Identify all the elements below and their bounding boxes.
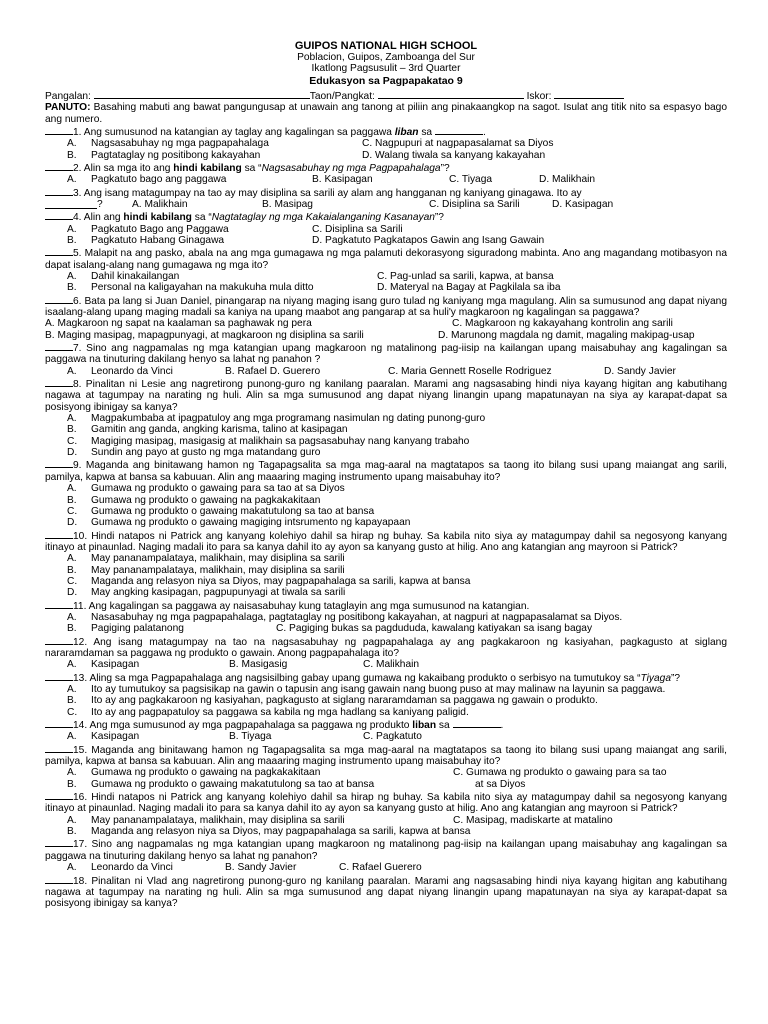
question-text: Alin ang	[81, 212, 124, 224]
choice-letter: B.	[67, 826, 77, 838]
question-emphasis: hindi kabilang	[173, 162, 242, 174]
choice-b: B. Maging masipag, mapagpunyagi, at magkaroon ng disiplina sa sarili	[45, 329, 364, 341]
question-number: 14.	[73, 720, 88, 732]
choice-text: Gumawa ng produkto o gawaing makatutulong sa tao at bansa	[91, 505, 375, 517]
choice-c: C. Pagkatuto	[363, 731, 422, 743]
choice-c	[45, 506, 727, 517]
choice-c: C. Maria Gennett Roselle Rodriguez	[388, 365, 552, 377]
school-address: Poblacion, Guipos, Zamboanga del Sur	[297, 52, 475, 63]
choices-row	[45, 767, 727, 778]
choice-d: D. Walang tiwala sa kanyang kakayahan	[362, 149, 546, 161]
choice-b: Pagtataglay ng positibong kakayahan	[91, 149, 261, 161]
score-field[interactable]	[554, 89, 624, 99]
year-field[interactable]	[378, 89, 524, 99]
question-italic: Nagsasabuhay ng mga Pagpapahalaga	[261, 162, 441, 174]
question-12	[45, 635, 727, 660]
choice-a	[45, 483, 727, 494]
choice-d: D. Malikhain	[539, 174, 596, 186]
choice-text: Ito ay tumutukoy sa pagsisikap na gawin o tapusin ang isang gawain nang buong puso at may malinaw na layunin sa paggawa.	[91, 684, 666, 695]
choice-text: Magpakumbaba at ipagpatuloy ang mga programang nasimulan ng dating punong-guro	[91, 413, 486, 425]
question-text: Hindi natapos ni Patrick ang kanyang kolehiyo dahil sa hirap ng buhay. Sa kabila nito siya ay matagumpay dahil sa negosyong kanyang itinayo at pinaunlad. Naging madali ito para sa kanya dahil ito ay ayon sa kanyang gusto at hilig. Ano ang katangian ang mayroon si Patrick?	[45, 792, 727, 815]
choice-text: Gumawa ng produkto o gawaing na pagkakakitaan	[91, 494, 321, 506]
choice-b	[45, 826, 727, 837]
question-text: Alin sa mga ito ang	[81, 162, 174, 174]
question-text: Malapit na ang pasko, abala na ang mga gumagawa ng mga palamuti dekorasyong siguradong mabinta. Ano ang magandang motibasyon na dapat isalang-alang nang gumagawa ng mga ito?	[45, 248, 727, 271]
answer-blank[interactable]	[45, 743, 73, 753]
question-text: Maganda ang binitawang hamon ng Tagapagsalita sa mga mag-aaral na magtatapos sa taong ito bilang susi upang maiangat ang sarili, pamilya, kapwa at bansa sa kabuuan. Alin ang maaaring maging instrumento upang maisabuhay ito?	[45, 460, 727, 483]
question-text-end: sa	[418, 126, 433, 138]
choices-row	[45, 235, 727, 246]
choice-d	[45, 587, 727, 598]
question-number: 13.	[73, 672, 88, 684]
choice-text: May pananampalataya, malikhain, may disiplina sa sarili	[91, 564, 345, 576]
choices-row	[45, 815, 727, 826]
name-field[interactable]	[94, 89, 310, 99]
choice-b: Pagkatuto Habang Ginagawa	[91, 234, 225, 246]
choice-letter: A.	[67, 223, 77, 235]
choice-text: Sundin ang payo at gusto ng mga matandang guro	[91, 447, 321, 459]
choice-letter: A.	[67, 413, 77, 425]
choice-b	[45, 424, 727, 435]
choice-a: Dahil kinakailangan	[91, 270, 180, 282]
school-name: GUIPOS NATIONAL HIGH SCHOOL	[294, 40, 478, 52]
answer-blank[interactable]	[45, 599, 73, 609]
choice-c: C. Malikhain	[363, 659, 420, 671]
inline-blank	[45, 199, 97, 209]
choice-a: Nagsasabuhay ng mga pagpapahalaga	[91, 138, 269, 150]
choice-letter: A.	[67, 862, 77, 874]
question-9	[45, 458, 727, 483]
choice-text: Maganda ang relasyon niya sa Diyos, may pagpapahalaga sa sarili, kapwa at bansa	[91, 575, 471, 587]
choice-a	[45, 413, 727, 424]
choice-letter: A.	[67, 684, 77, 695]
question-text-end: ”?	[434, 212, 444, 224]
choice-b: B. Masipag	[262, 198, 313, 210]
question-6	[45, 294, 727, 319]
choice-a: Pagkatuto bago ang paggawa	[91, 174, 227, 186]
question-2	[45, 161, 727, 174]
choice-b: B. Sandy Javier	[225, 862, 297, 874]
choice-d: D. Sandy Javier	[604, 365, 676, 377]
choice-text: Gumawa ng produkto o gawaing para sa tao at sa Diyos	[91, 483, 345, 495]
choice-d: D. Marunong magdala ng damit, magaling makipag-usap	[438, 329, 695, 341]
choice-b	[45, 695, 727, 706]
answer-blank[interactable]	[45, 377, 73, 387]
question-18	[45, 874, 727, 910]
choices-row	[45, 731, 727, 742]
question-number: 12.	[73, 636, 88, 648]
choice-letter: B.	[67, 623, 77, 635]
choice-c: C. Gumawa ng produkto o gawaing para sa tao	[453, 767, 667, 779]
instructions-text: Basahing mabuti ang bawat pangungusap at unawain ang tanong at piliin ang pinakaangkop na sagot. Isulat ang titik nito sa espasyo bago ang numero.	[45, 102, 727, 125]
instructions-label: PANUTO:	[45, 102, 91, 114]
choices-row	[45, 862, 727, 873]
choice-letter: C.	[67, 505, 78, 517]
question-text: Pinalitan ni Lesie ang nagretirong punong-guro ng kanilang paaralan. Marami ang nagsasabing hindi niya kayang higitan ang kabutihang nagawa at tagumpay na narating ng huli. Alin sa mga sumusunod ang dapat niyang linangin upang mapatunayan na siya ay karapat-dapat sa posisyong ibinigay sa kanya?	[45, 379, 727, 413]
choices-row	[45, 366, 727, 377]
question-text: Ang sumusunod na katangian ay taglay ang kagalingan sa paggawa	[81, 126, 395, 138]
choice-letter: A.	[67, 174, 77, 186]
choice-c	[45, 576, 727, 587]
choice-a: A. Magkaroon ng sapat na kaalaman sa paghawak ng pera	[45, 318, 312, 330]
choice-letter: B.	[67, 695, 77, 707]
choice-letter: D.	[67, 587, 78, 599]
choice-a: Leonardo da Vinci	[91, 365, 173, 377]
question-text-end: ?	[97, 198, 103, 210]
choices-row	[45, 150, 727, 161]
question-17	[45, 837, 727, 862]
question-number: 7.	[73, 343, 82, 355]
question-number: 15.	[73, 744, 88, 756]
choices-row	[45, 224, 727, 235]
choices-row	[45, 199, 727, 210]
answer-blank[interactable]	[45, 210, 73, 220]
question-number: 5.	[73, 248, 82, 260]
question-text: Pinalitan ni Vlad ang nagretirong punong-guro ng kanilang paaralan. Marami ang nagsasabing hindi niya kayang higitan ang kabutihang nagawa at tagumpay na narating ng huli. Alin sa mga sumusunod ang dapat niyang linangin upang mapatunayan na siya ay karapat-dapat sa posisyong ibinigay sa kanya?	[45, 875, 727, 910]
choice-letter: B.	[67, 494, 77, 506]
choice-letter: B.	[67, 424, 77, 436]
question-14: 14. Ang mga sumusunod ay mga pagpapahalaga sa paggawa ng produkto liban sa .	[45, 718, 727, 731]
choice-letter: B.	[67, 149, 77, 161]
choice-b: Gumawa ng produkto o gawaing makatutulong sa tao at bansa	[91, 778, 375, 790]
answer-blank[interactable]	[45, 671, 73, 681]
exam-page	[45, 40, 727, 910]
choices-row	[45, 623, 727, 634]
name-label: Pangalan:	[45, 90, 91, 102]
answer-blank[interactable]	[45, 837, 73, 847]
answer-blank[interactable]	[45, 246, 73, 256]
question-italic: Tiyaga	[640, 672, 671, 684]
question-3	[45, 186, 727, 199]
choice-a	[45, 612, 727, 623]
choice-d: D. Materyal na Bagay at Pagkilala sa iba	[377, 282, 561, 294]
choice-a: May pananampalataya, malikhain, may disiplina sa sarili	[91, 814, 345, 826]
choice-a: A. Malikhain	[132, 198, 188, 210]
choices-row	[45, 330, 727, 341]
choice-letter: B.	[67, 234, 77, 246]
choice-letter: A.	[67, 270, 77, 282]
answer-blank[interactable]	[45, 718, 73, 728]
choice-d	[45, 517, 727, 528]
question-emphasis: liban	[412, 720, 437, 732]
question-text: Maganda ang binitawang hamon ng Tagapagsalita sa mga mag-aaral na magtatapos sa taong ito bilang susi upang maiangat ang sarili, pamilya, kapwa at bansa sa kabuuan. Alin ang maaaring maging instrumento upang maisabuhay ito?	[45, 744, 727, 768]
choice-letter: C.	[67, 435, 78, 447]
choice-letter: A.	[67, 767, 77, 779]
choice-a: Kasipagan	[91, 659, 140, 671]
question-number: 18.	[73, 875, 88, 887]
student-info	[45, 89, 727, 102]
question-number: 8.	[73, 379, 82, 391]
choice-c	[45, 436, 727, 447]
score-label: Iskor:	[526, 90, 552, 102]
answer-blank[interactable]	[45, 529, 73, 539]
answer-blank[interactable]	[45, 161, 73, 171]
answer-blank[interactable]	[45, 186, 73, 196]
answer-blank[interactable]	[45, 790, 73, 800]
choice-c: C. Tiyaga	[449, 174, 493, 186]
question-text-end: sa	[436, 720, 450, 732]
question-number: 2.	[73, 162, 82, 174]
choice-letter: A.	[67, 814, 77, 826]
choices-row	[45, 779, 727, 790]
choice-text: Maganda ang relasyon niya sa Diyos, may pagpapahalaga sa sarili, kapwa at bansa	[91, 826, 471, 838]
choice-b: Pagiging palatanong	[91, 623, 184, 635]
inline-blank	[453, 718, 501, 728]
question-11	[45, 599, 727, 612]
question-text: Sino ang nagpamalas ng mga katangian upang magkaroon ng matalinong pag-iisip na kailangan upang maisabuhay ang kagalingan sa paggawa na tinuturing dakilang henyo sa lahat ng panahon?	[45, 839, 727, 862]
choices-row	[45, 659, 727, 670]
question-number: 1.	[73, 126, 82, 138]
choice-text: Magiging masipag, masigasig at malikhain sa pagsasabuhay nang kanyang trabaho	[91, 435, 470, 447]
choice-a: Kasipagan	[91, 731, 140, 743]
question-text-end: ”?	[671, 672, 681, 684]
choice-c: C. Magkaroon ng kakayahang kontrolin ang sarili	[452, 318, 673, 330]
answer-blank[interactable]	[45, 125, 73, 135]
choice-text: Nasasabuhay ng mga pagpapahalaga, pagtataglay ng positibong kakayahan, at nagpuri at nagpapasalamat sa Diyos.	[91, 611, 623, 623]
question-italic: Nagtataglay ng mga Kakaialanganing Kasanayan	[211, 212, 435, 224]
choice-text: Gamitin ang ganda, angking karisma, talino at kasipagan	[91, 424, 348, 436]
choice-letter: B.	[67, 282, 77, 294]
question-number: 4.	[73, 212, 82, 224]
question-text: Aling sa mga Pagpapahalaga ang nagsisilbing gabay upang gumawa ng kakaibang produkto o serbisyo na tumutukoy sa “	[87, 672, 641, 684]
question-16	[45, 790, 727, 815]
choice-a: Leonardo da Vinci	[91, 862, 173, 874]
choices-row	[45, 318, 727, 329]
question-8	[45, 377, 727, 413]
choice-c: C. Pag-unlad sa sarili, kapwa, at bansa	[377, 270, 554, 282]
choice-letter: A.	[67, 483, 77, 495]
question-text: Ang mga sumusunod ay mga pagpapahalaga sa paggawa ng produkto	[87, 720, 413, 732]
question-number: 11.	[73, 600, 87, 612]
question-text: Ang isang matagumpay na tao na nagsasabuhay ng pagpapahalaga ay ang pagkakaroon ng kasiyahan, pagkagusto at siglang nararamdaman sa paggawa ng produkto o gawain. Anong pagpapahalaga ito?	[45, 636, 727, 659]
choice-b	[45, 495, 727, 506]
question-5	[45, 246, 727, 271]
answer-blank[interactable]	[45, 635, 73, 645]
choice-c: C. Rafael Guerero	[339, 862, 422, 874]
choices-row	[45, 271, 727, 282]
answer-blank[interactable]	[45, 341, 73, 351]
question-number: 9.	[73, 460, 82, 472]
question-number: 3.	[73, 187, 82, 199]
exam-header	[45, 40, 727, 87]
question-number: 6.	[73, 295, 82, 307]
choice-letter: A.	[67, 659, 77, 671]
choice-letter: A.	[67, 365, 77, 377]
choice-letter: A.	[67, 731, 77, 743]
answer-blank[interactable]	[45, 294, 73, 304]
choice-text: Gumawa ng produkto o gawaing magiging intsrumento ng kapayapaan	[91, 517, 411, 529]
question-text-mid: sa “	[241, 162, 262, 174]
inline-blank	[435, 125, 483, 135]
choice-text: May pananampalataya, malikhain, may disiplina sa sarili	[91, 553, 345, 565]
choice-letter: C.	[67, 706, 78, 718]
question-text-mid: sa “	[191, 212, 212, 224]
choice-a: Gumawa ng produkto o gawaing na pagkakakitaan	[91, 767, 321, 779]
choice-letter: A.	[67, 138, 77, 150]
choice-c-continued: at sa Diyos	[475, 778, 526, 790]
choice-letter: A.	[67, 553, 77, 565]
choice-letter: B.	[67, 778, 77, 790]
choice-c: C. Pagiging bukas sa pagdududa, kawalang katiyakan sa isang bagay	[276, 623, 593, 635]
choice-b: B. Masigasig	[229, 659, 288, 671]
choice-a: Pagkatuto Bago ang Paggawa	[91, 223, 229, 235]
choice-text: Ito ay ang pagpapatuloy sa paggawa sa kabila ng mga hadlang sa kaniyang paligid.	[91, 706, 469, 718]
question-number: 10.	[73, 530, 88, 542]
choice-b: B. Kasipagan	[312, 174, 373, 186]
choice-text: May angking kasipagan, pagpupunyagi at tiwala sa sarili	[91, 587, 346, 599]
choice-c: C. Masipag, madiskarte at matalino	[453, 814, 613, 826]
question-7	[45, 341, 727, 366]
question-text: Hindi natapos ni Patrick ang kanyang kolehiyo dahil sa hirap ng buhay. Sa kabila nito siya ay matagumpay dahil sa negosyong kanyang itinayo at pinaunlad. Naging madali ito para sa kanya dahil ito ay ayon sa kanyang gusto at hilig. Ano ang katangian ang mayroon si Patrick?	[45, 530, 727, 553]
choice-d: D. Pagkatuto Pagkatapos Gawin ang Isang Gawain	[312, 234, 545, 246]
choice-a	[45, 684, 727, 695]
choices-row	[45, 174, 727, 185]
instructions	[45, 102, 727, 125]
question-text: Bata pa lang si Juan Daniel, pinangarap na niyang maging isang guro tulad ng kaniyang mga magulang. Alin sa sumusunod ang dapat niyang isaalang-alang upang maging madali sa kaniya na upang maabot ang pangarap at sa huli'y magkaroon ng kagalingan sa paggawa?	[45, 295, 727, 318]
choice-b: B. Tiyaga	[229, 731, 272, 743]
choice-c: C. Nagpupuri at nagpapasalamat sa Diyos	[362, 138, 554, 150]
question-number: 16.	[73, 792, 88, 804]
choice-b	[45, 565, 727, 576]
choice-c: C. Disiplina sa Sarili	[429, 198, 520, 210]
question-13	[45, 671, 727, 684]
question-text-end: ”?	[440, 162, 450, 174]
choice-d: D. Kasipagan	[552, 198, 614, 210]
question-1: 1. Ang sumusunod na katangian ay taglay ang kagalingan sa paggawa liban sa .	[45, 125, 727, 138]
subject-title: Edukasyon sa Pagpapakatao 9	[309, 74, 463, 87]
choices-row	[45, 282, 727, 293]
choice-letter: C.	[67, 575, 78, 587]
choice-letter: A.	[67, 611, 77, 623]
year-label: Taon/Pangkat:	[309, 90, 375, 102]
question-emphasis: hindi kabilang	[123, 212, 192, 224]
question-15	[45, 743, 727, 768]
question-4	[45, 210, 727, 223]
question-text: Sino ang nagpamalas ng mga katangian upang magkaroon ng matalinong pag-iisip na kailangan upang maisabuhay ang kagalingan sa paggawa na tinuturing dakilang henyo sa lahat ng panahon ?	[45, 343, 727, 366]
answer-blank[interactable]	[45, 458, 73, 468]
choice-b: B. Rafael D. Guerero	[225, 365, 321, 377]
choice-c	[45, 707, 727, 718]
exam-title: Ikatlong Pagsusulit – 3rd Quarter	[311, 63, 461, 75]
choice-c: C. Disiplina sa Sarili	[312, 223, 403, 235]
question-number: 17.	[73, 839, 88, 851]
choice-letter: B.	[67, 564, 77, 576]
choice-letter: D.	[67, 447, 78, 459]
choice-d	[45, 447, 727, 458]
choice-text: Ito ay ang pagkakaroon ng kasiyahan, pagkagusto at siglang nararamdaman sa paggawa ng gawain o produkto.	[91, 695, 598, 707]
choice-b: Personal na kaligayahan na makukuha mula ditto	[91, 282, 314, 294]
question-emphasis: liban	[394, 126, 419, 138]
choice-a	[45, 553, 727, 564]
question-text: Ang isang matagumpay na tao ay may disiplina sa sarili ay alam ang hangganan ng kaniyang ginagawa. Ito ay	[81, 187, 582, 199]
answer-blank[interactable]	[45, 874, 73, 884]
question-text: Ang kagalingan sa paggawa ay naisasabuhay kung tataglayin ang mga sumusunod na katangian.	[86, 600, 530, 612]
choices-row	[45, 138, 727, 149]
question-10	[45, 529, 727, 554]
choice-letter: D.	[67, 517, 78, 529]
